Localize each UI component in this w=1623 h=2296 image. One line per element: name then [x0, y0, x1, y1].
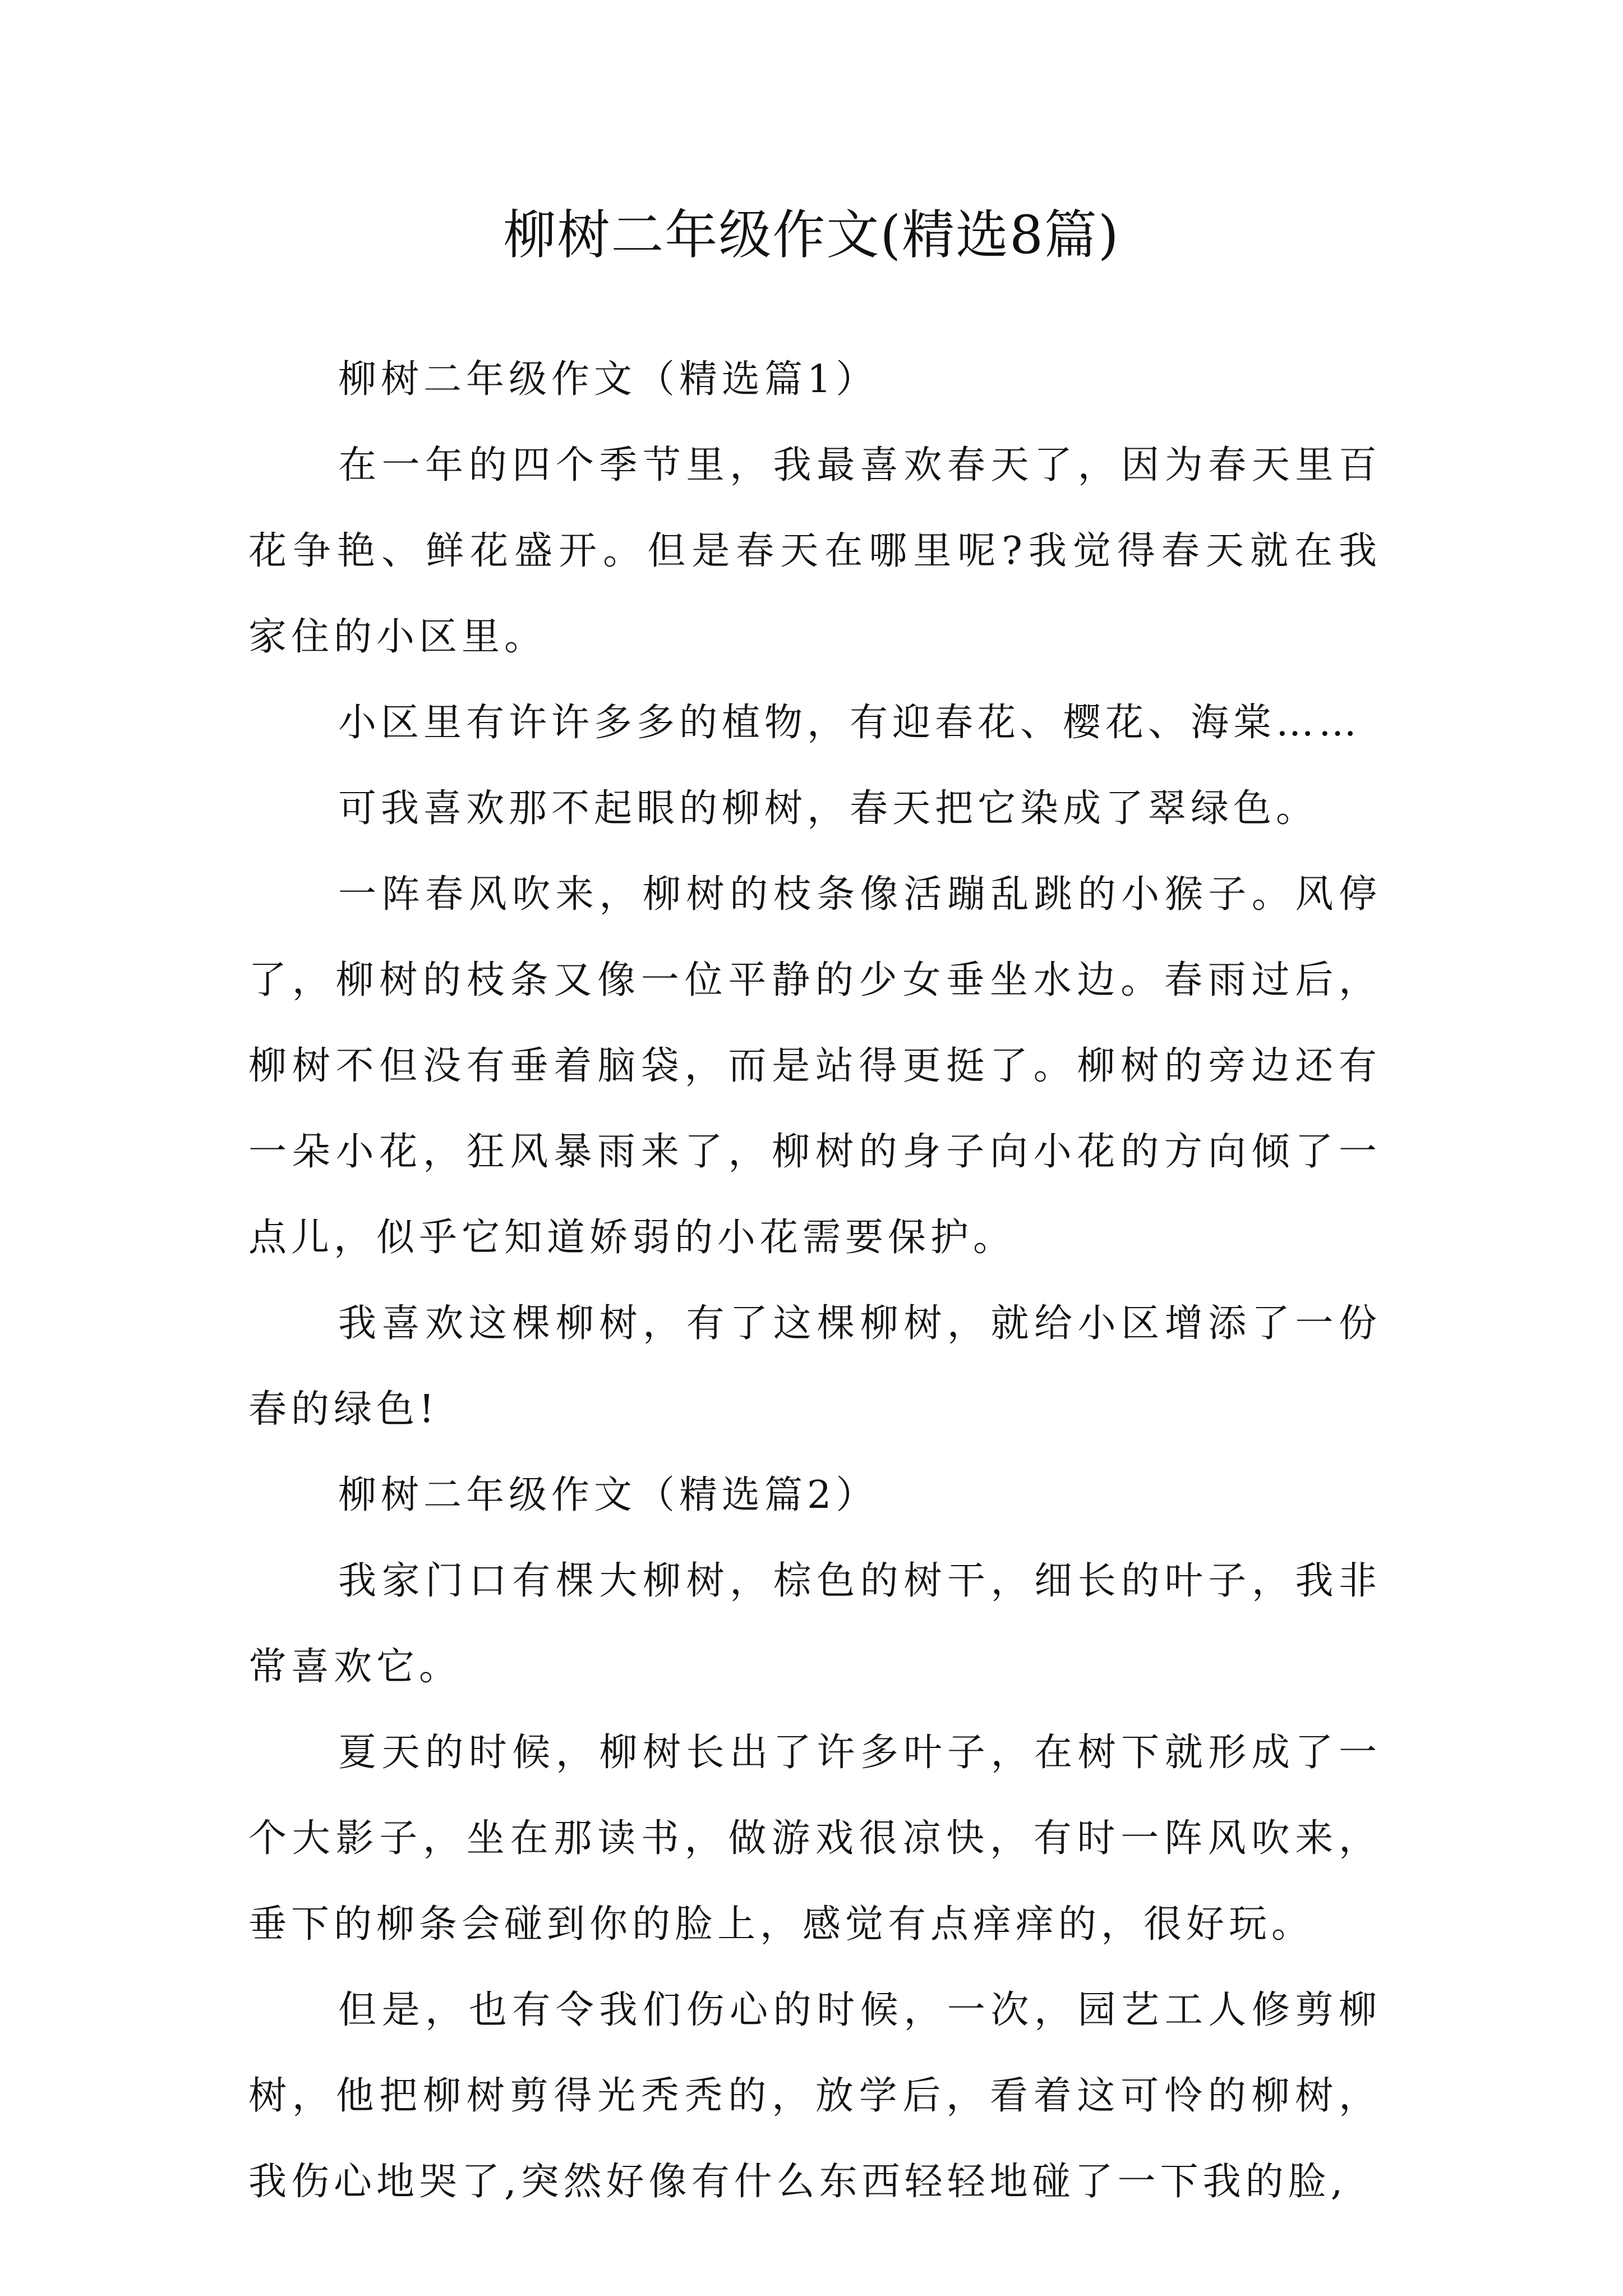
- paragraph: 但是，也有令我们伤心的时候，一次，园艺工人修剪柳树，他把柳树剪得光秃秃的，放学后，看着这可怜的柳树，我伤心地哭了,突然好像有什么东西轻轻地碰了一下我的脸,: [248, 1988, 1381, 2204]
- document-body: [248, 337, 1381, 2225]
- paragraph: 我家门口有棵大柳树，棕色的树干，细长的叶子，我非常喜欢它。: [248, 1559, 1381, 1689]
- page-title: 柳树二年级作文(精选8篇): [503, 205, 1120, 266]
- paragraph: 一阵春风吹来，柳树的枝条像活蹦乱跳的小猴子。风停了，柳树的枝条又像一位平静的少女垂坐水边。春雨过后，柳树不但没有垂着脑袋，而是站得更挺了。柳树的旁边还有一朵小花，狂风暴雨来了，柳树的身子向小花的方向倾了一点儿，似乎它知道娇弱的小花需要保护。: [248, 872, 1381, 1260]
- paragraph: 可我喜欢那不起眼的柳树，春天把它染成了翠绿色。: [338, 786, 1319, 831]
- paragraph: 小区里有许许多多的植物，有迎春花、樱花、海棠……: [338, 701, 1362, 745]
- paragraph: 夏天的时候，柳树长出了许多叶子，在树下就形成了一个大影子，坐在那读书，做游戏很凉快，有时一阵风吹来，垂下的柳条会碰到你的脸上，感觉有点痒痒的，很好玩。: [248, 1731, 1381, 1947]
- paragraph: 在一年的四个季节里，我最喜欢春天了，因为春天里百花争艳、鲜花盛开。但是春天在哪里呢?我觉得春天就在我家住的小区里。: [248, 443, 1381, 659]
- paragraph: 我喜欢这棵柳树，有了这棵柳树，就给小区增添了一份春的绿色!: [248, 1301, 1381, 1432]
- section-heading-1: 柳树二年级作文（精选篇1）: [338, 357, 879, 402]
- section-heading-2: 柳树二年级作文（精选篇2）: [338, 1473, 879, 1517]
